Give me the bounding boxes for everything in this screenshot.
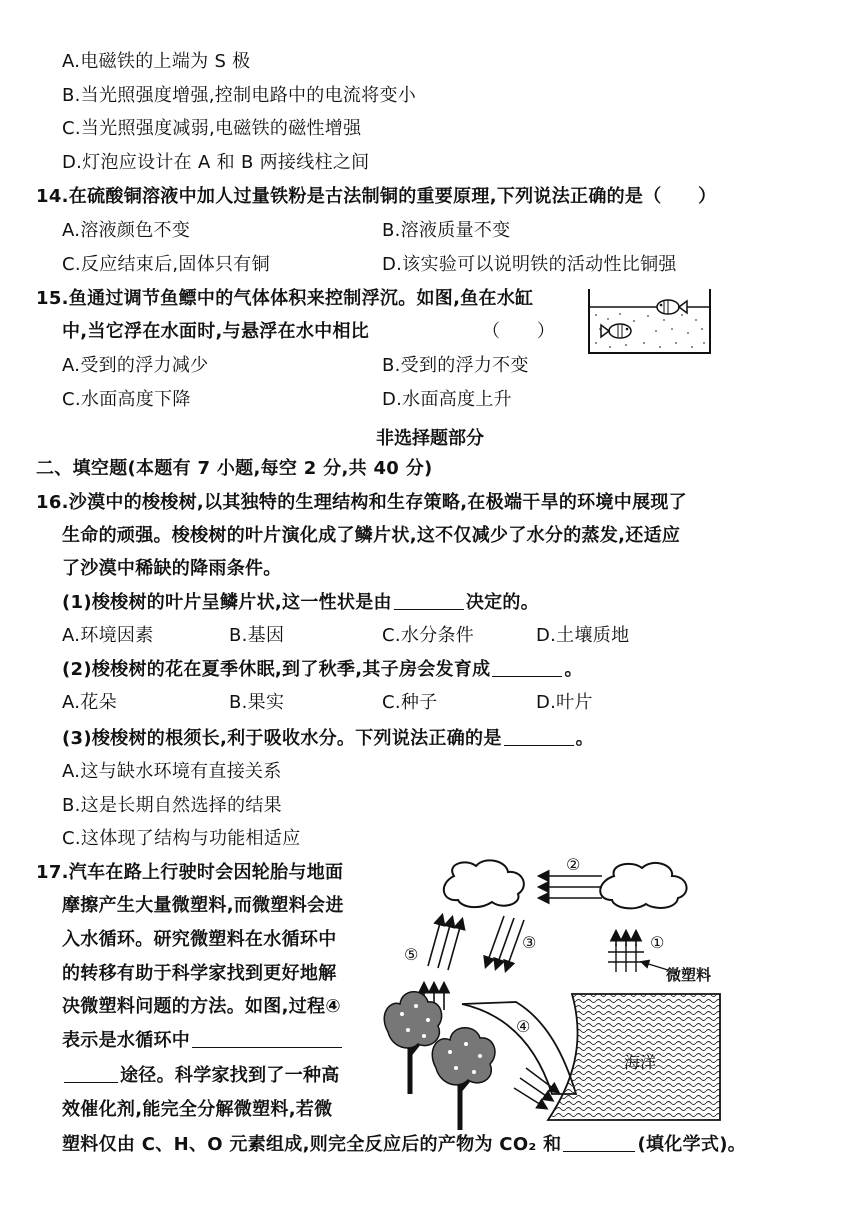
- q14-option-c: C.反应结束后,固体只有铜: [62, 254, 270, 275]
- q14-number: 14.: [36, 186, 69, 207]
- q13-option-c: C.当光照强度减弱,电磁铁的磁性增强: [62, 118, 362, 139]
- q16-sub3-option-b: B.这是长期自然选择的结果: [62, 795, 282, 816]
- label-microplastic: 微塑料: [666, 966, 712, 984]
- q13-option-b: B.当光照强度增强,控制电路中的电流将变小: [62, 85, 417, 106]
- q16-sub1-option-d: D.土壤质地: [536, 625, 630, 646]
- q16-stem-line2: 生命的顽强。梭梭树的叶片演化成了鳞片状,这不仅减少了水分的蒸发,还适应: [62, 525, 681, 546]
- q16-sub2-option-d: D.叶片: [536, 692, 593, 713]
- q16-sub1-post: 决定的。: [465, 592, 540, 613]
- q16-sub3-post: 。: [575, 728, 594, 749]
- fish-tank-figure: [586, 285, 714, 357]
- q16-sub2-option-a: A.花朵: [62, 692, 117, 713]
- q16-sub2-option-b: B.果实: [229, 692, 285, 713]
- q16-sub2-option-c: C.种子: [382, 692, 438, 713]
- q15-answer-paren: （ ）: [482, 321, 556, 342]
- section-title: 非选择题部分: [376, 428, 484, 449]
- q14-stem-text: 在硫酸铜溶液中加人过量铁粉是古法制铜的重要原理,下列说法正确的是（ ）: [68, 186, 717, 207]
- q17-line7: [62, 1064, 340, 1088]
- tree-back-icon: [384, 992, 441, 1094]
- q17-line7-text: 途径。科学家找到了一种高: [120, 1065, 340, 1086]
- q16-sub3-pre: (3)梭梭树的根须长,利于吸收水分。下列说法正确的是: [62, 728, 502, 749]
- label-ocean: 海洋: [624, 1053, 657, 1072]
- q17-pathway-blank-b[interactable]: [64, 1064, 118, 1083]
- q17-line3: 入水循环。研究微塑料在水循环中: [62, 929, 337, 950]
- water-cycle-figure: [376, 854, 722, 1132]
- q17-pathway-blank-a[interactable]: [192, 1029, 342, 1048]
- q16-sub3: [62, 727, 594, 751]
- q17-line6: [62, 1029, 344, 1053]
- fish-suspended-icon: [601, 324, 631, 338]
- q17-line4: 的转移有助于科学家找到更好地解: [62, 963, 337, 984]
- q16-stem-text1: 沙漠中的梭梭树,以其独特的生理结构和生存策略,在极端干旱的环境中展现了: [68, 492, 687, 513]
- q17-line9: [62, 1133, 746, 1157]
- q14-option-b: B.溶液质量不变: [382, 220, 511, 241]
- q15-stem-line1: [36, 287, 533, 311]
- q16-sub1-pre: (1)梭梭树的叶片呈鳞片状,这一性状是由: [62, 592, 392, 613]
- q16-stem-line3: 了沙漠中稀缺的降雨条件。: [62, 558, 282, 579]
- q17-line9-post: (填化学式)。: [637, 1134, 747, 1155]
- q16-sub2-pre: (2)梭梭树的花在夏季休眠,到了秋季,其子房会发育成: [62, 659, 491, 680]
- q15-number: 15.: [36, 288, 69, 309]
- tree-front-icon: [432, 1028, 495, 1130]
- label-process-3: ③: [522, 933, 537, 952]
- q17-line5: 决微塑料问题的方法。如图,过程④: [62, 996, 341, 1017]
- q16-sub1: [62, 591, 539, 615]
- label-process-4: ④: [516, 1017, 531, 1036]
- cloud-left-icon: [444, 860, 524, 907]
- q14-option-d: D.该实验可以说明铁的活动性比铜强: [382, 254, 677, 275]
- cloud-right-icon: [600, 863, 686, 908]
- label-process-2: ②: [566, 855, 581, 874]
- fish-floating-icon: [657, 300, 687, 314]
- part2-heading: 二、填空题(本题有 7 小题,每空 2 分,共 40 分): [36, 458, 433, 479]
- q15-option-b: B.受到的浮力不变: [382, 355, 529, 376]
- q17-line6-text: 表示是水循环中: [62, 1030, 191, 1051]
- q16-sub1-answer-blank[interactable]: [394, 591, 464, 610]
- q17-line1: [36, 861, 343, 885]
- q17-line9-pre: 塑料仅由 C、H、O 元素组成,则完全反应后的产物为 CO₂ 和: [62, 1134, 562, 1155]
- q15-stem-text1: 鱼通过调节鱼鳔中的气体体积来控制浮沉。如图,鱼在水缸: [68, 288, 534, 309]
- q16-number: 16.: [36, 492, 69, 513]
- q15-option-d: D.水面高度上升: [382, 389, 512, 410]
- q16-sub1-option-b: B.基因: [229, 625, 285, 646]
- q14-stem: [36, 185, 716, 209]
- q16-sub1-option-c: C.水分条件: [382, 625, 475, 646]
- q17-line8: 效催化剂,能完全分解微塑料,若微: [62, 1099, 333, 1120]
- q17-formula-blank[interactable]: [563, 1133, 635, 1152]
- q16-sub2-post: 。: [564, 659, 583, 680]
- q16-sub2: [62, 658, 583, 682]
- q14-option-a: A.溶液颜色不变: [62, 220, 191, 241]
- q16-sub3-option-a: A.这与缺水环境有直接关系: [62, 761, 282, 782]
- q17-number: 17.: [36, 862, 69, 883]
- label-process-5: ⑤: [404, 945, 419, 964]
- label-process-1: ①: [650, 933, 665, 952]
- q15-option-a: A.受到的浮力减少: [62, 355, 209, 376]
- q16-sub2-answer-blank[interactable]: [492, 658, 562, 677]
- q13-option-d: D.灯泡应设计在 A 和 B 两接线柱之间: [62, 152, 370, 173]
- q13-option-a: A.电磁铁的上端为 S 极: [62, 51, 251, 72]
- q16-sub3-option-c: C.这体现了结构与功能相适应: [62, 828, 301, 849]
- q16-stem-line1: [36, 491, 687, 515]
- q15-stem-line2: 中,当它浮在水面时,与悬浮在水中相比: [62, 321, 370, 342]
- q16-sub3-answer-blank[interactable]: [504, 727, 574, 746]
- q17-line1-text: 汽车在路上行驶时会因轮胎与地面: [68, 862, 344, 883]
- q15-option-c: C.水面高度下降: [62, 389, 191, 410]
- q16-sub1-option-a: A.环境因素: [62, 625, 154, 646]
- q17-line2: 摩擦产生大量微塑料,而微塑料会进: [62, 895, 344, 916]
